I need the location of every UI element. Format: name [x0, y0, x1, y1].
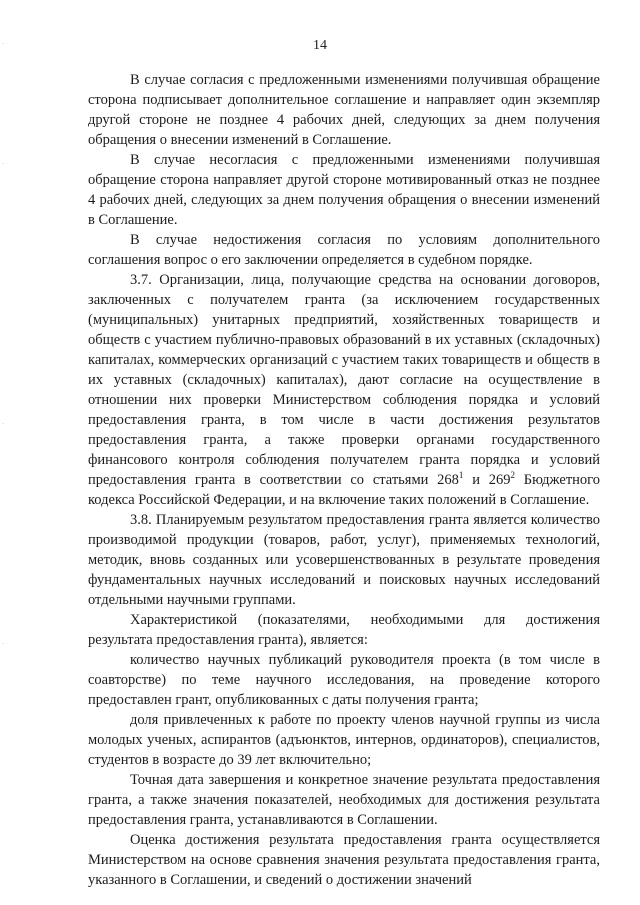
paragraph-text: и 269 — [463, 472, 511, 488]
paragraph: доля привлеченных к работе по проекту членов научной группы из числа молодых ученых, аспирантов (адъюнктов, интернов, ординаторов), специалистов, студентов в возрасте до 39 лет включительно; — [88, 712, 600, 768]
paragraph: В случае согласия с предложенными изменениями получившая обращение сторона подписывает дополнительное соглашение и направляет один экземпляр другой стороне не позднее 4 рабочих дней, следующих за днем получения обращения о внесении изменений в Соглашение. — [88, 72, 600, 148]
document-body — [88, 70, 600, 890]
paragraph-3-7 — [88, 270, 600, 510]
paragraph-text: Бюджетного кодекса Российской Федерации, и на включение таких положений в Соглашение. — [88, 472, 601, 508]
paragraph: Характеристикой (показателями, необходимыми для достижения результата предоставления гранта), является: — [88, 612, 600, 648]
paragraph-3-8: 3.8. Планируемым результатом предоставления гранта является количество производимой продукции (товаров, работ, услуг), применяемых технологий, методик, вновь созданных или усовершенствованных в результате проведения фундаментальных научных исследований и поисковых научных исследований отдельными научными группами. — [88, 512, 600, 608]
paragraph: В случае несогласия с предложенными изменениями получившая обращение сторона направляет другой стороне мотивированный отказ не позднее 4 рабочих дней, следующих за днем получения обращения о внесении изменений в Соглашение. — [88, 152, 600, 228]
scan-edge-marks: · · · · — [2, 40, 5, 648]
paragraph: В случае недостижения согласия по условиям дополнительного соглашения вопрос о его заключении определяется в судебном порядке. — [88, 232, 600, 268]
superscript: 1 — [458, 470, 464, 481]
paragraph: количество научных публикаций руководителя проекта (в том числе в соавторстве) по теме научного исследования, на проведение которого предоставлен грант, опубликованных с даты получения гранта; — [88, 652, 600, 708]
paragraph: Точная дата завершения и конкретное значение результата предоставления гранта, а также значения показателей, необходимых для достижения результата предоставления гранта, устанавливаются в Соглашении. — [88, 772, 600, 828]
page-number: 14 — [313, 38, 327, 53]
paragraph-text: 3.7. Организации, лица, получающие средства на основании договоров, заключенных с получателем гранта (за исключением государственных (муниципальных) унитарных предприятий, хозяйственных товариществ и обществ с участием публично-правовых образований в их уставных (складочных) капиталах, коммерческих организаций с участием таких товариществ и обществ в их уставных (складочных) капиталах), дают согласие на осуществление в отношении них проверки Министерством соблюдения порядка и условий предоставления гранта, в том числе в части достижения результатов предоставления гранта, а также проверки органами государственного финансового контроля соблюдения получателем гранта порядка и условий предоставления гранта в соответствии со статьями 268 — [88, 272, 600, 488]
superscript: 2 — [510, 470, 515, 481]
paragraph: Оценка достижения результата предоставления гранта осуществляется Министерством на основе сравнения значения результата предоставления гранта, указанного в Соглашении, и сведений о достижении значений — [88, 832, 600, 888]
